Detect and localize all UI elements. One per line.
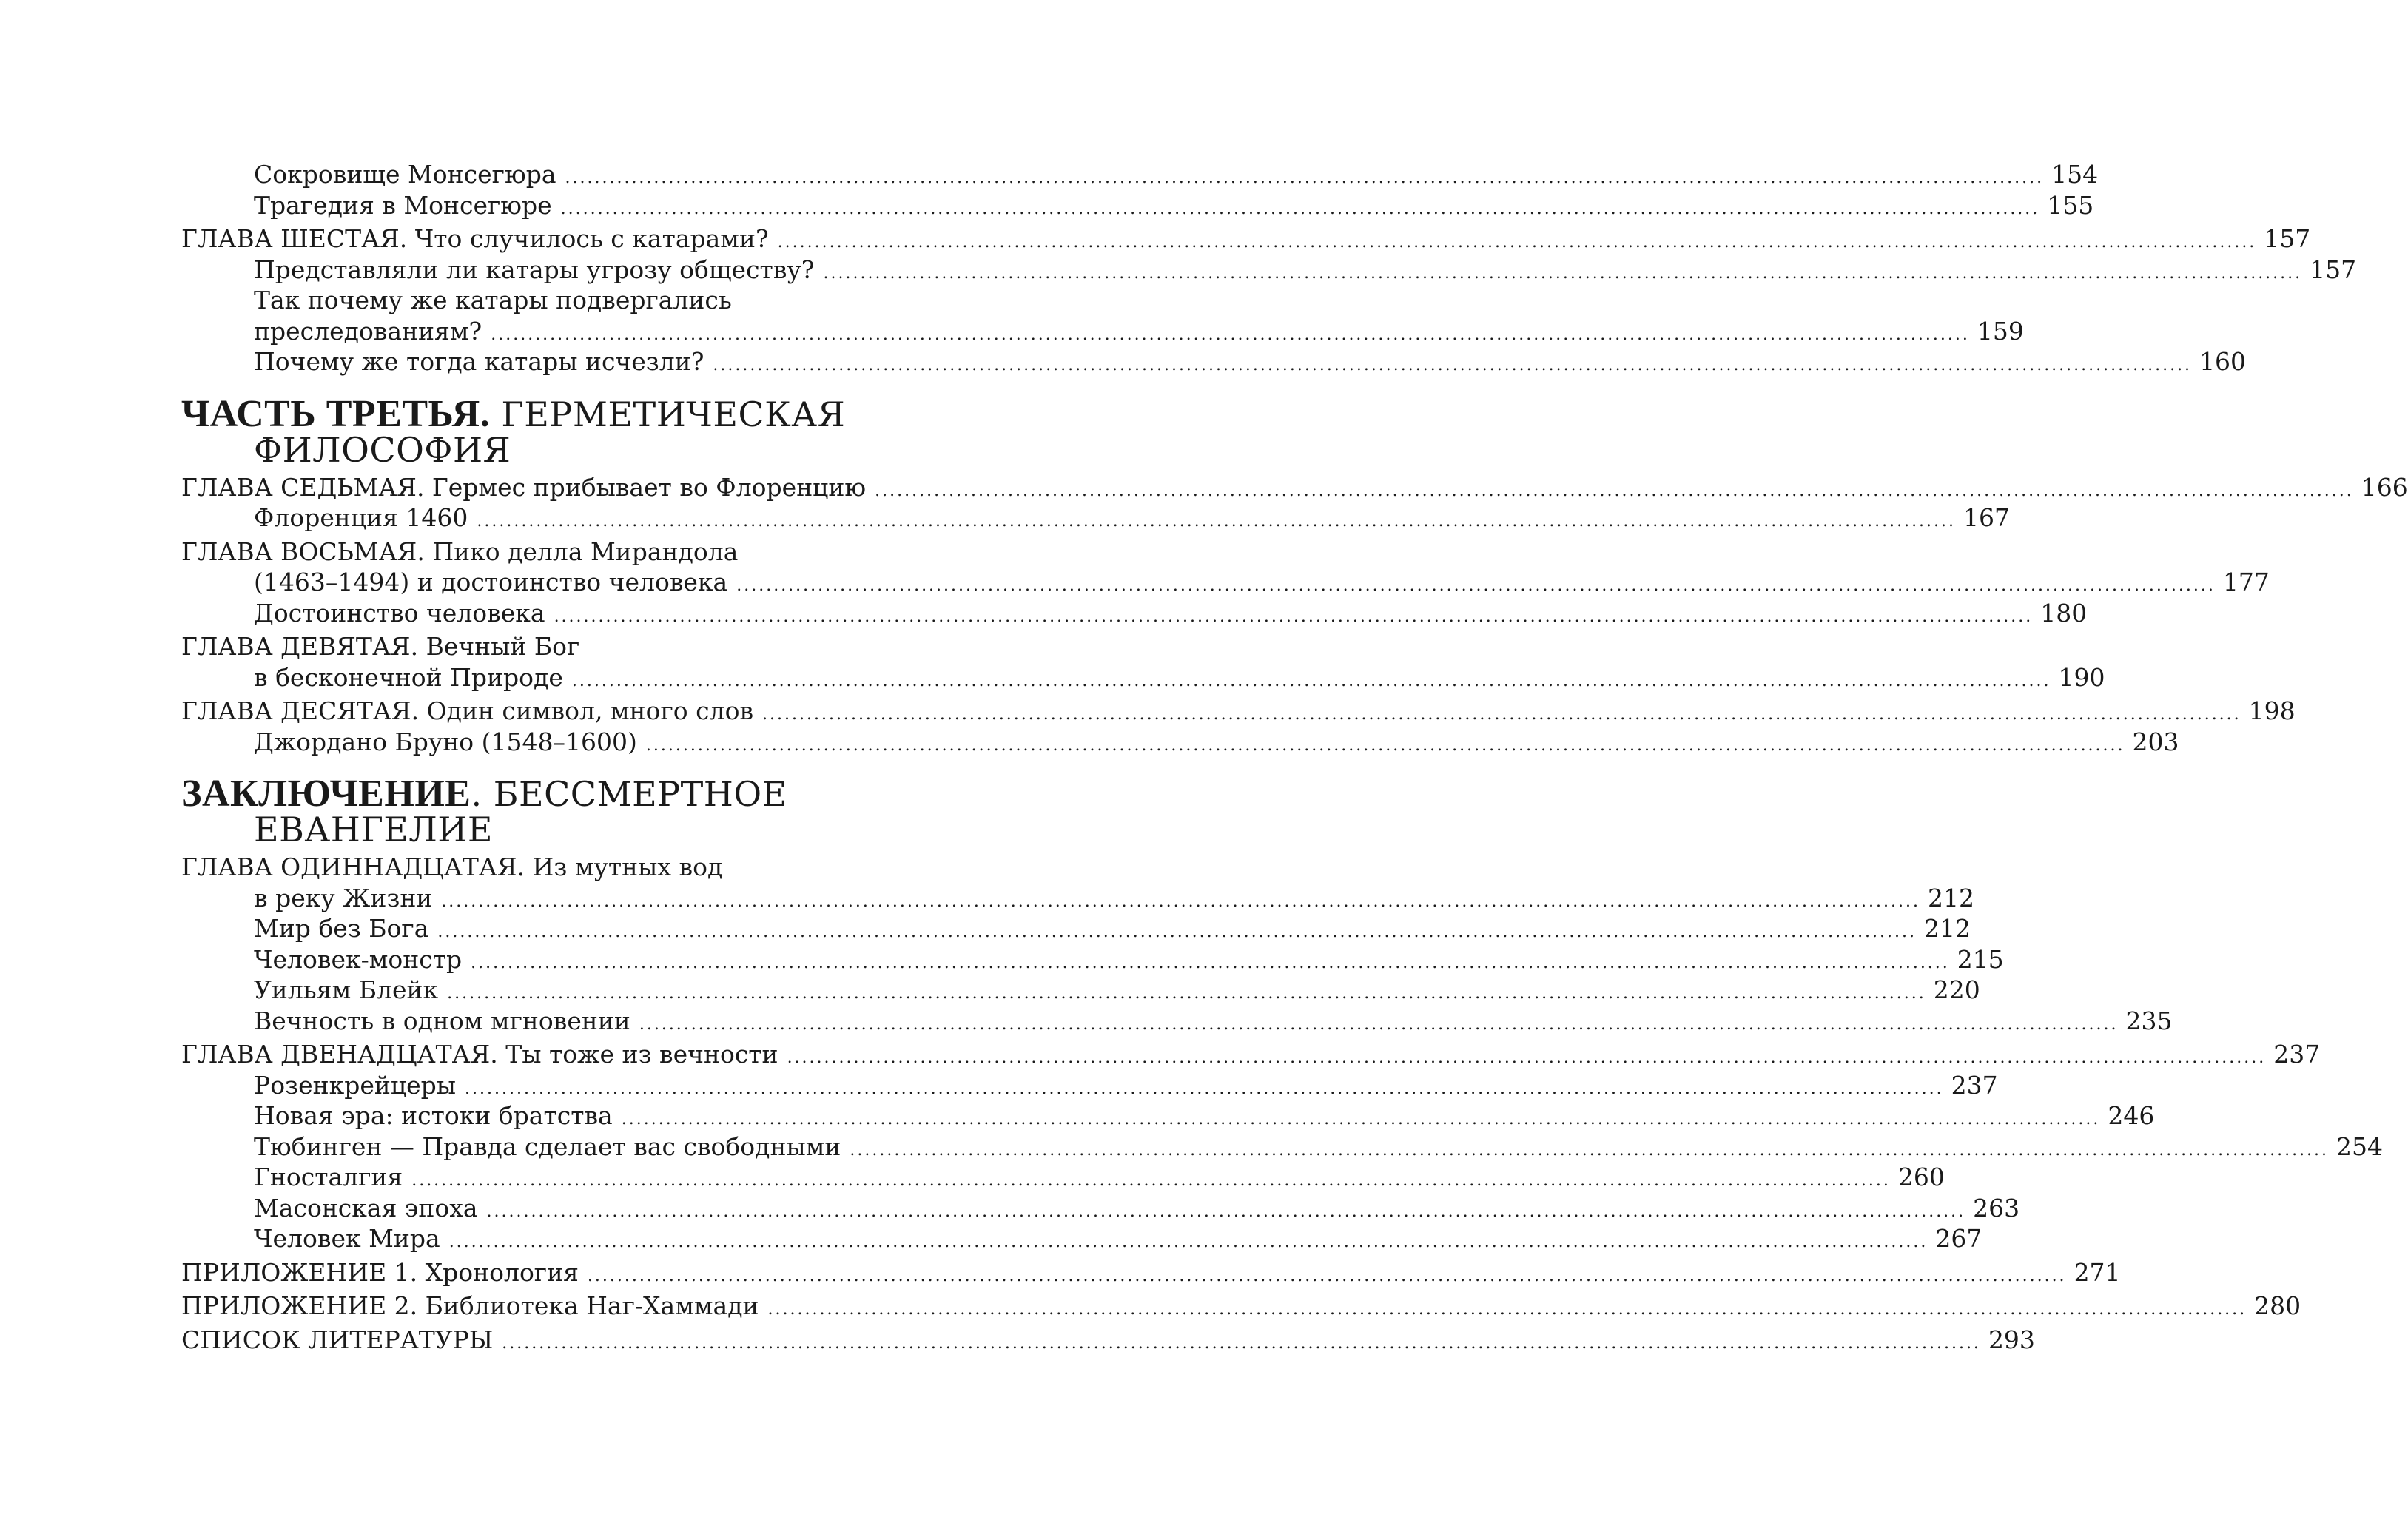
toc-entry-page: 203	[2132, 727, 2179, 756]
toc-entry[interactable]	[181, 255, 2357, 286]
toc-entry[interactable]	[181, 1070, 1998, 1101]
toc-entry[interactable]	[181, 1162, 1945, 1193]
toc-entry-page: 177	[2222, 568, 2270, 596]
toc-entry-title: в бесконечной Природе	[254, 662, 563, 692]
toc-appendix[interactable]	[181, 1257, 2121, 1288]
toc-entry-title: Человек Мира	[254, 1224, 440, 1253]
part-heading	[181, 392, 957, 470]
toc-entry-title: Вечность в одном мгновении	[254, 1006, 630, 1035]
toc-chapter[interactable]	[181, 536, 957, 568]
toc-bibliography-title: СПИСОК ЛИТЕРАТУРЫ	[181, 1325, 494, 1354]
dot-leader: ........................................................................................................................................................................................................	[762, 705, 2241, 724]
toc-appendix-page: 271	[2074, 1257, 2121, 1287]
toc-entry-page: 155	[2047, 190, 2094, 220]
toc-entry-title: Масонская эпоха	[254, 1193, 478, 1222]
toc-entry-title: (1463–1494) и достоинство человека	[254, 568, 728, 596]
dot-leader: ........................................................................................................................................................................................................	[713, 356, 2193, 374]
toc-bibliography-page: 293	[1988, 1325, 2035, 1354]
toc-entry-page: 235	[2125, 1006, 2173, 1035]
toc-entry[interactable]	[181, 975, 1980, 1006]
toc-chapter[interactable]	[181, 696, 2296, 727]
toc-entry[interactable]	[181, 598, 2088, 629]
dot-leader: ........................................................................................................................................................................................................	[787, 1049, 2267, 1067]
toc-entry[interactable]	[181, 883, 1974, 914]
toc-chapter-title: ГЛАВА ВОСЬМАЯ. Пико делла Мирандола	[181, 536, 739, 566]
part-heading-bold: ЗАКЛЮЧЕНИЕ	[181, 773, 471, 815]
toc-entry-title: Сокровище Монсегюра	[254, 160, 556, 189]
toc-chapter[interactable]	[181, 223, 2311, 255]
toc-entry-title: преследованиям?	[254, 316, 482, 346]
toc-entry-title: в реку Жизни	[254, 883, 433, 912]
toc-entry-title: Так почему же катары подвергались	[254, 286, 732, 314]
part-heading-line2: ЕВАНГЕЛИЕ	[254, 810, 493, 850]
part-heading-rest: ГЕРМЕТИЧЕСКАЯ	[490, 394, 846, 434]
toc-entry[interactable]	[181, 285, 957, 316]
toc-entry-page: 237	[1951, 1070, 1998, 1100]
toc-entry[interactable]	[181, 567, 2270, 598]
toc-chapter-title: ГЛАВА ШЕСТАЯ. Что случилось с катарами?	[181, 224, 769, 253]
toc-entry-title: Представляли ли катары угрозу обществу?	[254, 255, 815, 284]
toc-entry-page: 190	[2058, 662, 2105, 692]
toc-chapter-title: ГЛАВА СЕДЬМАЯ. Гермес прибывает во Флоренцию	[181, 472, 867, 502]
toc-chapter[interactable]	[181, 852, 957, 883]
toc-entry-title: Новая эра: истоки братства	[254, 1101, 613, 1130]
dot-leader: ........................................................................................................................................................................................................	[639, 1015, 2119, 1034]
toc-chapter[interactable]	[181, 1039, 2321, 1070]
part-heading-rest: . БЕССМЕРТНОЕ	[471, 774, 787, 814]
toc-chapter[interactable]	[181, 631, 957, 662]
toc-chapter-title: ГЛАВА ДЕСЯТАЯ. Один символ, много слов	[181, 696, 754, 725]
toc-entry[interactable]	[181, 662, 2105, 693]
dot-leader: ........................................................................................................................................................................................................	[565, 169, 2045, 187]
toc-chapter-title: ГЛАВА ДЕВЯТАЯ. Вечный Бог	[181, 632, 580, 661]
dot-leader: ........................................................................................................................................................................................................	[486, 1202, 1966, 1221]
dot-leader: ........................................................................................................................................................................................................	[502, 1333, 1981, 1353]
toc-entry[interactable]	[181, 346, 2247, 377]
part-heading-bold: ЧАСТЬ ТРЕТЬЯ.	[181, 392, 491, 435]
toc-entry[interactable]	[181, 190, 2094, 221]
toc-entry-page: 167	[1963, 503, 2011, 532]
toc-entry-page: 263	[1973, 1193, 2020, 1222]
toc-entry[interactable]	[181, 1006, 2173, 1037]
toc-chapter-page: 166	[2361, 472, 2408, 502]
dot-leader: ........................................................................................................................................................................................................	[411, 1171, 1891, 1190]
toc-entry-page: 267	[1935, 1224, 1982, 1253]
toc-entry[interactable]	[181, 1193, 2020, 1224]
toc-entry[interactable]	[181, 727, 2179, 758]
toc-entry-page: 157	[2310, 255, 2357, 284]
toc-appendix-title: ПРИЛОЖЕНИЕ 1. Хронология	[181, 1257, 579, 1287]
toc-entry[interactable]	[181, 502, 2011, 534]
toc-entry-page: 260	[1897, 1163, 1945, 1191]
dot-leader: ........................................................................................................................................................................................................	[850, 1140, 2330, 1160]
toc-entry-page: 159	[1977, 316, 2024, 346]
toc-entry-page: 220	[1933, 975, 1980, 1004]
dot-leader: ........................................................................................................................................................................................................	[875, 481, 2354, 500]
toc-chapter-page: 237	[2273, 1040, 2321, 1069]
toc-entry-page: 154	[2051, 160, 2099, 189]
toc-entry-page: 212	[1927, 883, 1974, 912]
toc-entry-title: Гносталгия	[254, 1163, 403, 1191]
dot-leader: ........................................................................................................................................................................................................	[491, 325, 1970, 344]
toc-entry-title: Флоренция 1460	[254, 503, 468, 532]
toc-entry[interactable]	[181, 944, 2004, 975]
dot-leader: ........................................................................................................................................................................................................	[447, 984, 1926, 1003]
toc-chapter-title: ГЛАВА ОДИННАДЦАТАЯ. Из мутных вод	[181, 852, 723, 881]
toc-entry-title: Уильям Блейк	[254, 975, 439, 1004]
toc-entry-page: 254	[2336, 1131, 2384, 1161]
dot-leader: ........................................................................................................................................................................................................	[823, 263, 2303, 283]
toc-chapter-page: 157	[2264, 224, 2311, 253]
part-heading-line2: ФИЛОСОФИЯ	[254, 429, 511, 470]
dot-leader: ........................................................................................................................................................................................................	[437, 923, 1917, 941]
dot-leader: ........................................................................................................................................................................................................	[777, 233, 2257, 252]
toc-entry[interactable]	[181, 1100, 2155, 1131]
dot-leader: ........................................................................................................................................................................................................	[571, 671, 2051, 690]
dot-leader: ........................................................................................................................................................................................................	[554, 607, 2034, 626]
dot-leader: ........................................................................................................................................................................................................	[736, 576, 2216, 595]
toc-chapter-title: ГЛАВА ДВЕНАДЦАТАЯ. Ты тоже из вечности	[181, 1040, 778, 1069]
toc-entry-page: 160	[2199, 347, 2247, 376]
toc-chapter[interactable]	[181, 472, 2408, 503]
dot-leader: ........................................................................................................................................................................................................	[465, 1079, 1944, 1098]
toc-entry-page: 246	[2108, 1101, 2155, 1130]
toc-entry-page: 212	[1924, 914, 1971, 943]
toc-appendix[interactable]	[181, 1291, 2301, 1322]
toc-entry-page: 215	[1957, 944, 2004, 974]
dot-leader: ........................................................................................................................................................................................................	[767, 1300, 2247, 1319]
toc-entry-title: Тюбинген — Правда сделает вас свободными	[254, 1131, 841, 1161]
dot-leader: ........................................................................................................................................................................................................	[471, 953, 1950, 972]
table-of-contents	[181, 159, 2408, 1355]
toc-entry-title: Розенкрейцеры	[254, 1070, 457, 1100]
toc-bibliography[interactable]	[181, 1325, 2035, 1356]
toc-entry[interactable]	[181, 316, 2024, 347]
toc-entry-title: Джордано Бруно (1548–1600)	[254, 727, 637, 756]
toc-entry[interactable]	[181, 1223, 1982, 1254]
toc-entry-title: Почему же тогда катары исчезли?	[254, 347, 704, 376]
toc-entry[interactable]	[181, 1131, 2384, 1163]
dot-leader: ........................................................................................................................................................................................................	[560, 199, 2040, 218]
toc-entry-page: 180	[2040, 598, 2088, 628]
dot-leader: ........................................................................................................................................................................................................	[441, 892, 1920, 911]
toc-appendix-title: ПРИЛОЖЕНИЕ 2. Библиотека Наг-Хаммади	[181, 1291, 759, 1320]
dot-leader: ........................................................................................................................................................................................................	[621, 1110, 2101, 1128]
toc-appendix-page: 280	[2254, 1291, 2301, 1320]
part-heading	[181, 773, 957, 850]
toc-entry-title: Достоинство человека	[254, 598, 545, 628]
dot-leader: ........................................................................................................................................................................................................	[477, 512, 1957, 531]
toc-entry-title: Трагедия в Монсегюре	[254, 190, 552, 220]
toc-entry[interactable]	[181, 159, 2099, 190]
toc-entry-title: Мир без Бога	[254, 914, 429, 943]
dot-leader: ........................................................................................................................................................................................................	[587, 1266, 2067, 1285]
dot-leader: ........................................................................................................................................................................................................	[645, 736, 2125, 755]
toc-entry-title: Человек-монстр	[254, 944, 463, 974]
toc-chapter-page: 198	[2248, 696, 2296, 725]
dot-leader: ........................................................................................................................................................................................................	[448, 1233, 1928, 1251]
toc-entry[interactable]	[181, 913, 1971, 944]
